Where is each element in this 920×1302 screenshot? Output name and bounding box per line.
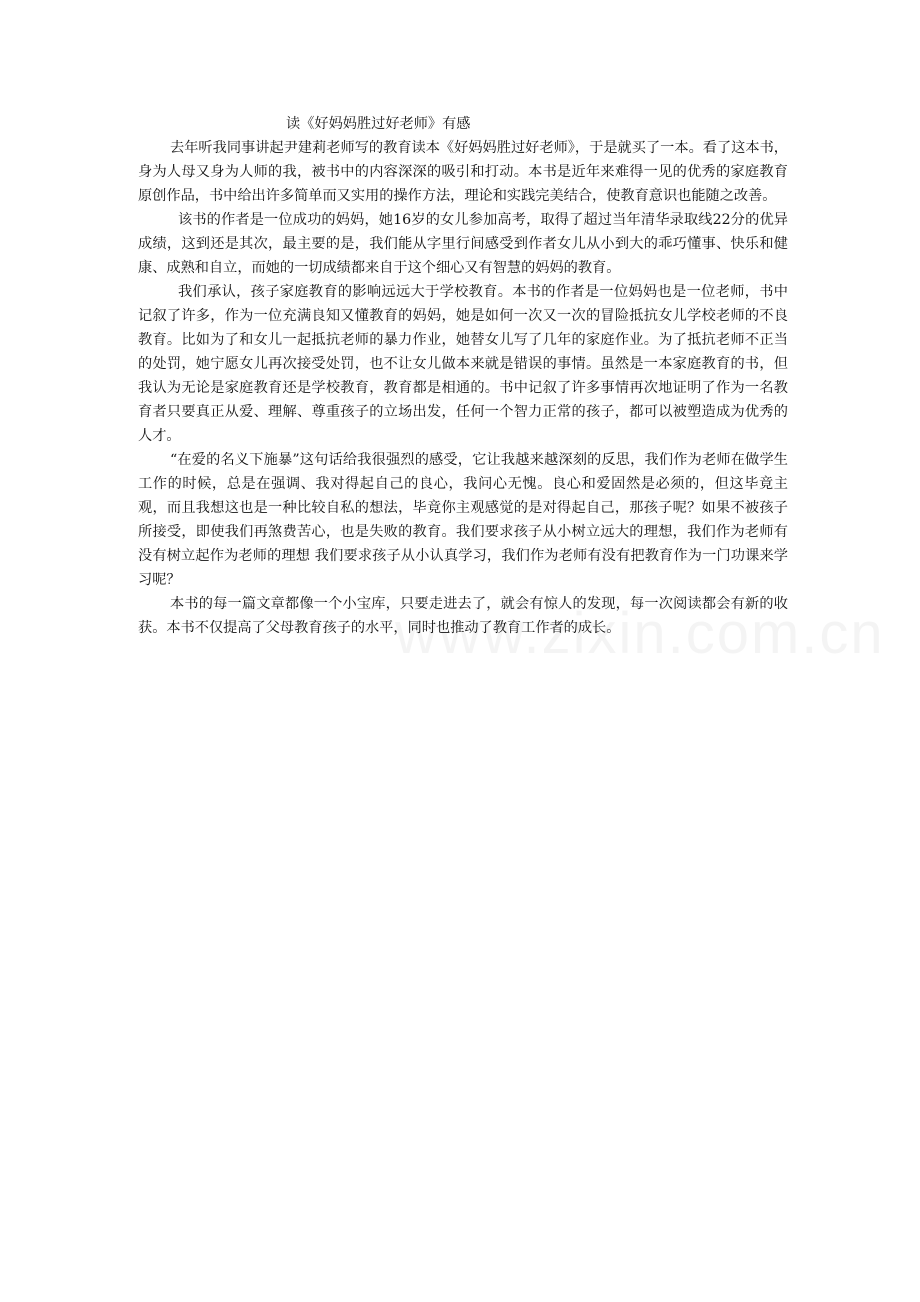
document-title: 读《好妈妈胜过好老师》有感 [286, 116, 471, 132]
paragraph-3: 我们承认，孩子家庭教育的影响远远大于学校教育。本书的作者是一位妈妈也是一位老师，书中记叙了许多，作为一位充满良知又懂教育的妈妈，她是如何一次又一次的冒险抵抗女儿学校老师的不良教育。比如为了和女儿一起抵抗老师的暴力作业，她替女儿写了几年的家庭作业。为了抵抗老师不正当的处罚，她宁愿女儿再次接受处罚，也不让女儿做本来就是错误的事情。虽然是一本家庭教育的书，但我认为无论是家庭教育还是学校教育，教育都是相通的。书中记叙了许多事情再次地证明了作为一名教育者只要真正从爱、理解、尊重孩子的立场出发，任何一个智力正常的孩子，都可以被塑造成为优秀的人才。 [138, 284, 788, 444]
paragraph-4: “在爱的名义下施暴”这句话给我很强烈的感受，它让我越来越深刻的反思，我们作为老师在做学生工作的时候，总是在强调、我对得起自己的良心，我问心无愧。良心和爱固然是必须的，但这毕竟主观，而且我想这也是一种比较自私的想法，毕竟你主观感觉的是对得起自己，那孩子呢？如果不被孩子所接受，即使我们再煞费苦心，也是失败的教育。我们要求孩子从小树立远大的理想，我们作为老师有没有树立起作为老师的理想 我们要求孩子从小认真学习，我们作为老师有没有把教育作为一门功课来学习呢？ [138, 452, 788, 588]
paragraph-5: 本书的每一篇文章都像一个小宝库，只要走进去了，就会有惊人的发现，每一次阅读都会有新的收获。本书不仅提高了父母教育孩子的水平，同时也推动了教育工作者的成长。 [138, 596, 788, 636]
document-body [138, 112, 788, 640]
paragraph-2: 该书的作者是一位成功的妈妈，她16岁的女儿参加高考，取得了超过当年清华录取线22分的优异成绩，这到还是其次，最主要的是，我们能从字里行间感受到作者女儿从小到大的乖巧懂事、快乐和健康、成熟和自立，而她的一切成绩都来自于这个细心又有智慧的妈妈的教育。 [138, 212, 788, 276]
paragraph-1: 去年听我同事讲起尹建莉老师写的教育读本《好妈妈胜过好老师》，于是就买了一本。看了这本书，身为人母又身为人师的我，被书中的内容深深的吸引和打动。本书是近年来难得一见的优秀的家庭教育原创作品，书中给出许多简单而又实用的操作方法，理论和实践完美结合，使教育意识也能随之改善。 [138, 140, 788, 204]
